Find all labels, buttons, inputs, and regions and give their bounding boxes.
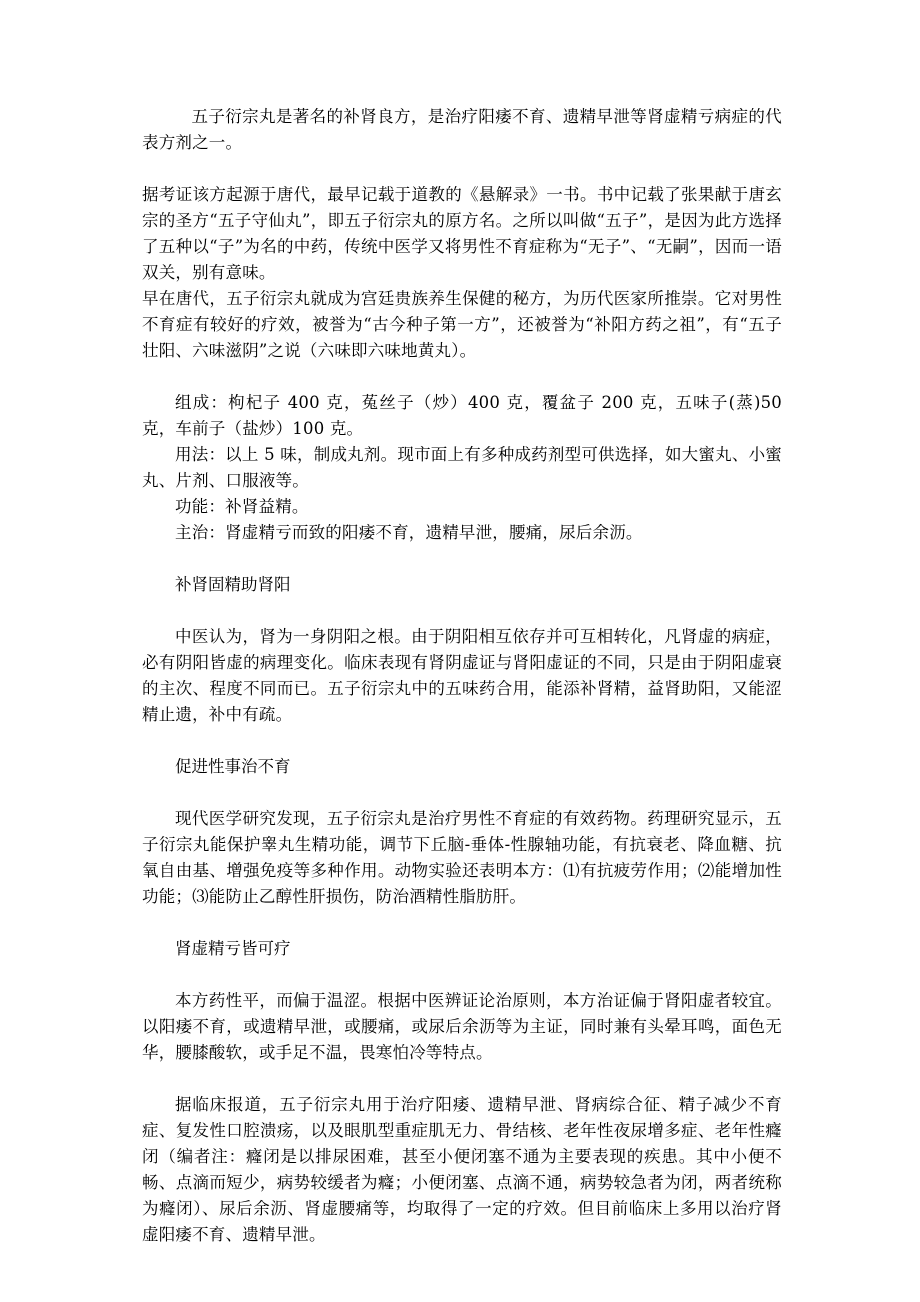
spacer <box>142 910 782 936</box>
section4-paragraph: 据临床报道，五子衍宗丸用于治疗阳痿、遗精早泄、肾病综合征、精子减少不育症、复发性口腔溃疡，以及眼肌型重症肌无力、骨结核、老年性夜尿增多症、老年性癃闭（编者注：癃闭是以排尿困难，甚至小便闭塞不通为主要表现的疾患。其中小便不畅、点滴而短少，病势较缓者为癃；小便闭塞、点滴不通，病势较急者为闭，两者统称为癃闭）、尿后余沥、肾虚腰痛等，均取得了一定的疗效。但目前临床上多用以治疗肾虚阳痿不育、遗精早泄。 <box>142 1095 782 1244</box>
spacer <box>142 728 782 754</box>
spacer <box>142 156 782 182</box>
usage-paragraph: 用法：以上 5 味，制成丸剂。现市面上有多种成药剂型可供选择，如大蜜丸、小蜜丸、片剂、口服液等。 <box>142 445 782 490</box>
section-heading-3: 肾虚精亏皆可疗 <box>175 939 291 958</box>
history-paragraph: 早在唐代，五子衍宗丸就成为宫廷贵族养生保健的秘方，为历代医家所推崇。它对男性不育症有较好的疗效，被誉为“古今种子第一方”，还被誉为“补阳方药之祖”，有“五子壮阳、六味滋阴”之说（六味即六味地黄丸）。 <box>142 289 782 360</box>
spacer <box>142 1066 782 1092</box>
spacer <box>142 364 782 390</box>
origin-paragraph: 据考证该方起源于唐代，最早记载于道教的《悬解录》一书。书中记载了张果献于唐玄宗的圣方“五子守仙丸”，即五子衍宗丸的原方名。之所以叫做“五子”，是因为此方选择了五种以“子”为名的中药，传统中医学又将男性不育症称为“无子”、“无嗣”，因而一语双关，别有意味。 <box>142 185 782 282</box>
section-heading-2: 促进性事治不育 <box>175 757 291 776</box>
indication-paragraph: 主治：肾虚精亏而致的阳痿不育，遗精早泄，腰痛，尿后余沥。 <box>175 523 643 542</box>
spacer <box>142 546 782 572</box>
section3-paragraph: 本方药性平，而偏于温涩。根据中医辨证论治原则，本方治证偏于肾阳虚者较宜。以阳痿不育，或遗精早泄，或腰痛，或尿后余沥等为主证，同时兼有头晕耳鸣，面色无华，腰膝酸软，或手足不温，畏寒怕冷等特点。 <box>142 991 782 1062</box>
intro-paragraph: 五子衍宗丸是著名的补肾良方，是治疗阳痿不育、遗精早泄等肾虚精亏病症的代表方剂之一。 <box>142 107 782 152</box>
section1-paragraph: 中医认为，肾为一身阴阳之根。由于阴阳相互依存并可互相转化，凡肾虚的病症，必有阴阳皆虚的病理变化。临床表现有肾阴虚证与肾阳虚证的不同，只是由于阴阳虚衰的主次、程度不同而已。五子衍宗丸中的五味药合用，能添补肾精，益肾助阳，又能涩精止遗，补中有疏。 <box>142 627 782 724</box>
function-paragraph: 功能：补肾益精。 <box>175 497 309 516</box>
document-page <box>142 104 782 1248</box>
section2-paragraph: 现代医学研究发现，五子衍宗丸是治疗男性不育症的有效药物。药理研究显示，五子衍宗丸能保护睾丸生精功能，调节下丘脑-垂体-性腺轴功能，有抗衰老、降血糖、抗氧自由基、增强免疫等多种作用。动物实验还表明本方：⑴有抗疲劳作用；⑵能增加性功能；⑶能防止乙醇性肝损伤，防治酒精性脂肪肝。 <box>142 809 782 906</box>
spacer <box>142 598 782 624</box>
spacer <box>142 780 782 806</box>
section-heading-1: 补肾固精助肾阳 <box>175 575 291 594</box>
spacer <box>142 962 782 988</box>
composition-paragraph: 组成：枸杞子 400 克，菟丝子（炒）400 克，覆盆子 200 克，五味子(蒸)50 克，车前子（盐炒）100 克。 <box>142 393 782 438</box>
